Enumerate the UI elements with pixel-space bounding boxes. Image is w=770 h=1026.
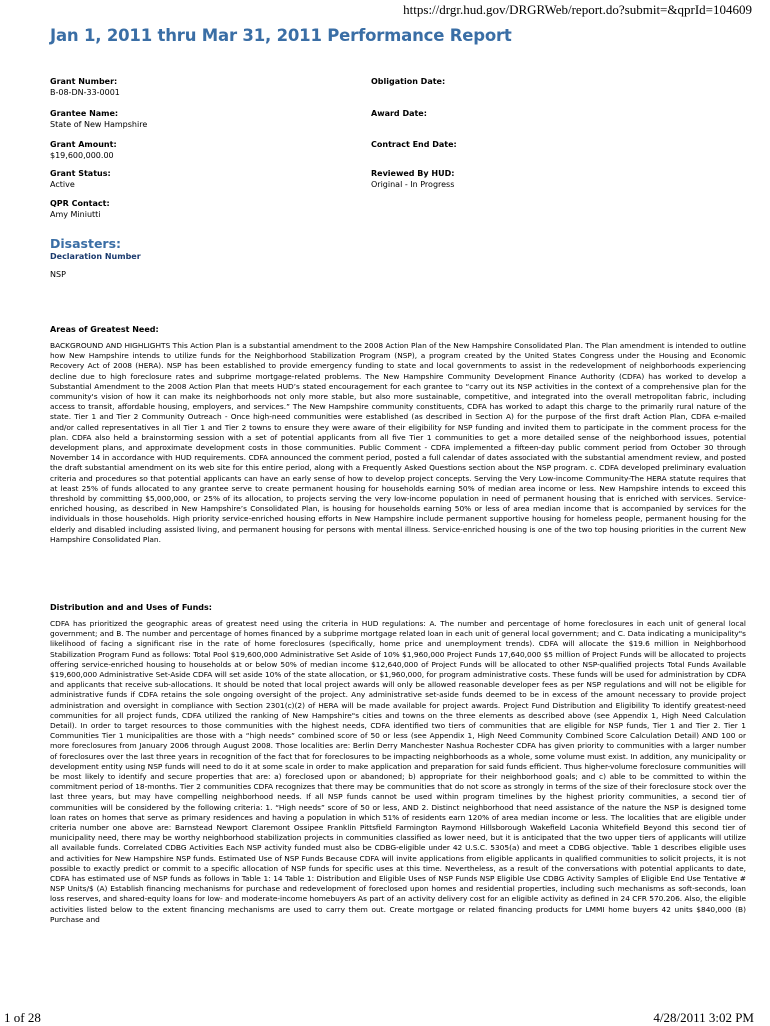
award-date-field — [371, 108, 427, 119]
grant-status-field — [50, 168, 111, 190]
page-number: 1 of 28 — [4, 1010, 41, 1025]
grant-amount-label: Grant Amount: — [50, 140, 117, 149]
declaration-number-value: NSP — [50, 270, 66, 279]
reviewed-by-hud-value: Original - In Progress — [371, 180, 455, 189]
obligation-date-label: Obligation Date: — [371, 77, 446, 86]
grantee-name-field — [50, 108, 147, 130]
grant-amount-field — [50, 139, 117, 161]
award-date-label: Award Date: — [371, 109, 427, 118]
qpr-contact-value: Amy Miniutti — [50, 210, 101, 219]
obligation-date-field — [371, 76, 445, 87]
distribution-text: CDFA has prioritized the geographic areas of greatest need using the criteria in HUD regulations: A. The number and percentage of home foreclosures in each unit of general local government; and B. The number and percentage of homes financed by a subprime mortgage related loan in each unit of general local government; and C. Data indicating a municipality"s likelihood of facing a significant rise in the rate of home foreclosures (specifically, home price and unemployment trends). CDFA will allocate the $19.6 million in Neighborhood Stabilization Program Fund as follows: Total Pool $19,600,000 Administrative Set Aside of 10% $1,960,000 Project Funds 17,640,000 $5 million of Project Funds will be allocated to projects offering service-enriched housing to households at or below 50% of median income $12,640,000 of Project Funds will be allocated to other NSP-qualified projects Total Funds Available $19,600,000 Administrative Set-Aside CDFA will set aside 10% of the state allocation, or $1,960,000, for program administrative costs. These funds will be used for administration by CDFA and applicants that receive sub-allocations. It should be noted that local project awards will only be allowed reasonable developer fees as per NSP regulations and will not be eligible for administrative funds if CDFA retains the sole ongoing oversight of the project. Any administrative set-aside funds deemed to be in excess of the amount necessary to provide project administration and oversight in compliance with Section 2301(c)(2) of HERA will be made available for project awards. Project Fund Distribution and Eligibility To identify greatest-need communities for all project funds, CDFA utilized the ranking of New Hampshire"s cities and towns on the three elements as described above (see Appendix 1, High Need Calculation Detail). In order to target resources to those communities with the highest needs, CDFA identified two tiers of communities that are eligible for NSP funds, Tier 1 and Tier 2. Tier 1 Communities Tier 1 municipalities are those with a “high needs” combined score of 50 or less (see Appendix 1, High Need Community Combined Score Calculation Detail) AND 100 or more foreclosures from January 2006 through August 2008. Those localities are: Berlin Derry Manchester Nashua Rochester CDFA has given priority to communities with a larger number of foreclosures over the last three years in recognition of the fact that for foreclosures to be impacting neighborhoods as a whole, some volume must exist. In addition, any municipality or development entity using NSP funds will need to do it at some scale in order to make application and preparation for said funds efficient. Thus higher-volume foreclosure communities will be most likely to identify and secure properties that are: a) foreclosed upon or abandoned; b) appropriate for their neighborhood goals; and c) able to be committed to within the commitment period of 18-months. Tier 2 communities CDFA recognizes that there may be communities that do not score as strongly in terms of the size of their foreclosure stock over the last three years, but may have compelling neighborhood needs. If all NSP funds cannot be used within program timelines by the highest priority communities, a second tier of communities will be considered by the following criteria: 1. “High needs” score of 50 or less, AND 2. Distinct neighborhood that need assistance of the nature the NSP is designed tome loan rates on homes that serve as primary residences and having a population in which 51% of residents earn 120% of area median income or less. The localities that are eligible under criteria number one above are: Barnstead Newport Claremont Ossipee Franklin Pittsfield Farmington Raymond Hillsborough Wakefield Laconia Whitefield Beyond this second tier of municipality need, there may be worthy neighborhood stabilization projects in communities classified as lower need, but it is anticipated that the two upper tiers of applicants will utilize all available funds. Correlated CDBG Activities Each NSP activity funded must also be CDBG-eligible under 42 U.S.C. 5305(a) and meet a CDBG objective. Table 1 describes eligible uses and activities for New Hampshire NSP funds. Estimated Use of NSP Funds Because CDFA will invite applications from eligible applicants in qualified communities to solicit projects, it is not possible to exactly predict or commit to a specific allocation of NSP funds for specific uses at this time. Nevertheless, as a result of the conversations with potential applicants to date, CDFA has estimated use of NSP funds as follows in Table 1: 14 Table 1: Distribution and Eligible Uses of NSP Funds NSP Eligible Use CDBG Activity Samples of Eligible End Use Tentative # NSP Units/$ (A) Establish financing mechanisms for purchase and redevelopment of foreclosed upon homes and residential properties, including such mechanisms as soft-seconds, loan loss reserves, and shared-equity loans for low- and moderate-income homebuyers As part of an activity delivery cost for an eligible activity as defined in 24 CFR 570.206. Also, the eligible activities listed below to the extent financing mechanisms are used to carry them out. Create mortgage or related financing products for LMMI home buyers 42 units $840,000 (B) Purchase and — [50, 619, 746, 924]
grant-amount-value: $19,600,000.00 — [50, 151, 114, 160]
print-timestamp: 4/28/2011 3:02 PM — [653, 1010, 754, 1025]
areas-text: BACKGROUND AND HIGHLIGHTS This Action Plan is a substantial amendment to the 2008 Action Plan of the New Hampshire Consolidated Plan. The Plan amendment is intended to outline how New Hampshire intends to utilize funds for the Neighborhood Stabilization Program (NSP), a program created by the United States Congress under the Housing and Economic Recovery Act of 2008 (HERA). NSP has been established to provide emergency funding to state and local governments to assist in the redevelopment of neighborhoods experiencing decline due to high foreclosure rates and subprime mortgage-related problems. The New Hampshire Community Development Finance Authority (CDFA) has worked to develop a Substantial Amendment to the 2008 Action Plan that meets HUD’s stated encouragement for each grantee to “carry out its NSP activities in the context of a comprehensive plan for the community's vision of how it can make its neighborhoods not only more stable, but also more sustainable, competitive, and integrated into the overall metropolitan fabric, including access to transit, affordable housing, employers, and services.” The New Hampshire community constituents, CDFA has worked to adapt this charge to the primarily rural nature of the state. Tier 1 and Tier 2 Community Outreach - Once high-need communities were established (as described in Section A) for the purpose of the first draft Action Plan, CDFA e-mailed and/or called representatives in all Tier 1 and Tier 2 towns to ensure they were aware of their eligibility for NSP funding and invited them to participate in the comment process for the plan. CDFA also held a brainstorming session with a set of potential applicants from all five Tier 1 communities to get a more detailed sense of the neighborhood issues, potential development plans, and approximate development costs in those communities. Public Comment - CDFA implemented a fifteen-day public comment period from October 30 through November 14 in accordance with HUD requirements. CDFA announced the comment period, posted a full calendar of dates associated with the substantial amendment review, and posted the draft substantial amendment on its web site for this entire period, along with a Frequently Asked Questions section about the NSP program. c. CDFA developed preliminary evaluation criteria and procedures so that potential applicants can have an early sense of how to develop project concepts. Serving the Very Low-income Community-The HERA statute requires that at least 25% of funds allocated to any grantee serve to create permanent housing for households earning 50% of median area income or less. New Hampshire intends to exceed this threshold by committing $5,000,000, or 25% of its allocation, to projects serving the very low-income population in need of permanent housing that is enriched with services. Service-enriched housing, as described in New Hampshire’s Consolidated Plan, is housing for households earning 50% or less of area median income that is accompanied by services for the individuals in those households. High priority service-enriched housing efforts in New Hampshire include permanent supportive housing for homeless people, permanent housing for the elderly and disabled including assisted living, and permanent housing for persons with mental illness. Service-enriched housing is one of the two top housing priorities in the current New Hampshire Consolidated Plan. — [50, 341, 746, 544]
grantee-name-label: Grantee Name: — [50, 109, 119, 118]
contract-end-date-field — [371, 139, 457, 150]
qpr-contact-field — [50, 198, 110, 220]
report-title: Jan 1, 2011 thru Mar 31, 2011 Performance Report — [50, 26, 512, 45]
disasters-heading: Disasters: — [50, 236, 122, 251]
distribution-heading: Distribution and and Uses of Funds: — [50, 603, 212, 612]
grant-status-value: Active — [50, 180, 75, 189]
grant-status-label: Grant Status: — [50, 169, 111, 178]
reviewed-by-hud-label: Reviewed By HUD: — [371, 169, 455, 178]
contract-end-date-label: Contract End Date: — [371, 140, 457, 149]
grant-number-field — [50, 76, 120, 98]
grant-number-label: Grant Number: — [50, 77, 118, 86]
areas-heading: Areas of Greatest Need: — [50, 325, 159, 334]
reviewed-by-hud-field — [371, 168, 454, 190]
page-url: https://drgr.hud.gov/DRGRWeb/report.do?submit=&qprId=104609 — [403, 2, 752, 17]
grantee-name-value: State of New Hampshire — [50, 120, 148, 129]
declaration-number-label: Declaration Number — [50, 252, 141, 261]
grant-number-value: B-08-DN-33-0001 — [50, 88, 120, 97]
qpr-contact-label: QPR Contact: — [50, 199, 110, 208]
